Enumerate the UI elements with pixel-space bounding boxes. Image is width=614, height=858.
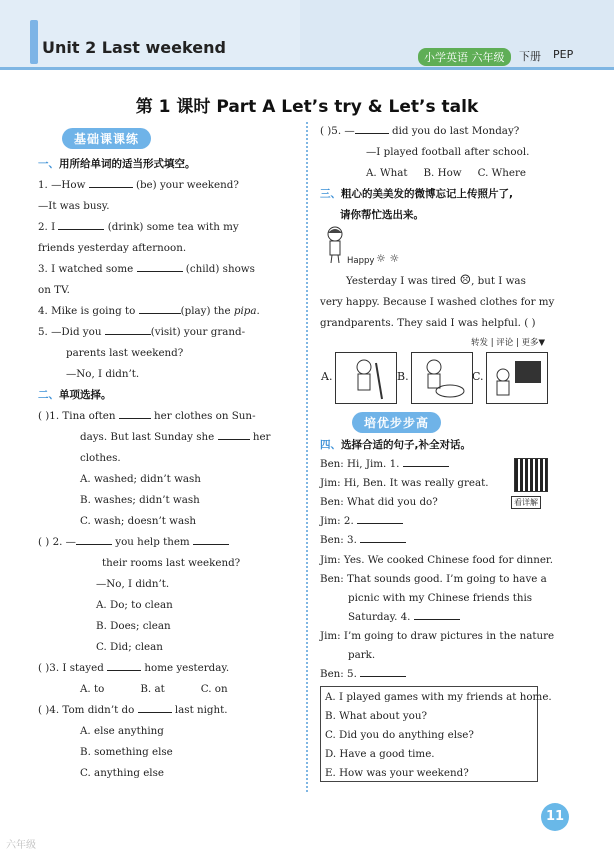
answer-blank[interactable] (355, 122, 389, 134)
s2-q2: ( ) 2. — you help them (38, 532, 300, 553)
s1-q1-reply: —It was busy. (38, 200, 110, 212)
option-d: D. Have a good time. (325, 748, 435, 760)
dialogue-line-7: Ben: That sounds good. I’m going to have a (320, 572, 547, 585)
dialogue-line-11: park. (348, 649, 376, 662)
qr-label: 看详解 (511, 496, 541, 509)
pic-label-b: B. (397, 370, 409, 383)
dialogue-line-10: Jim: I’m going to draw pictures in the nature (320, 629, 555, 642)
post-line-2: very happy. Because I washed clothes for my (320, 296, 555, 308)
s2-q1-option-b: B. washes; didn’t wash (80, 494, 200, 506)
dialogue-line-3: Ben: What did you do? (320, 496, 438, 509)
left-column (38, 154, 300, 784)
basic-practice-badge: 基础课课练 (62, 128, 151, 149)
post-line-3: grandparents. They said I was helpful. ( ) (320, 317, 536, 329)
s2-q4-option-b: B. something else (80, 746, 173, 758)
dialogue-line-5: Ben: 3. (320, 531, 552, 550)
advanced-practice-badge: 培优步步高 (352, 412, 441, 433)
answer-blank[interactable] (119, 407, 151, 419)
s2-q1-option-c: C. wash; doesn’t wash (80, 515, 197, 527)
picture-b-washing[interactable] (411, 352, 473, 404)
answer-blank[interactable] (357, 512, 403, 524)
picture-c-tv[interactable] (486, 352, 548, 404)
s2-q2-cont: their rooms last weekend? (102, 557, 241, 569)
answer-blank[interactable] (138, 701, 172, 713)
s1-q1: 1. —How (be) your weekend? (38, 175, 300, 196)
s2-q5-options: A. What B. How C. Where (366, 167, 526, 179)
answer-blank[interactable] (105, 323, 151, 335)
dialogue-line-12: Ben: 5. (320, 665, 552, 684)
s1-q3-cont: on TV. (38, 284, 70, 296)
girl-avatar (322, 224, 348, 264)
lesson-title: 第 1 课时 Part A Let’s try & Let’s talk (135, 97, 479, 117)
page-number: 11 (541, 803, 569, 831)
s1-q3: 3. I watched some (child) shows (38, 259, 300, 280)
column-divider (306, 122, 308, 792)
option-c: C. Did you do anything else? (325, 729, 474, 741)
s2-q1: ( )1. Tina often her clothes on Sun- (38, 406, 300, 427)
s2-q1-option-a: A. washed; didn’t wash (80, 473, 201, 485)
s2-q5-reply: —I played football after school. (366, 146, 530, 158)
section1-heading: 一、用所给单词的适当形式填空。 (38, 158, 196, 170)
weibo-post (320, 270, 555, 334)
options-box (320, 686, 552, 782)
s2-q1-cont: days. But last Sunday she her (38, 427, 300, 448)
section3-heading-cont: 请你帮忙选出来。 (340, 209, 424, 221)
answer-blank[interactable] (414, 608, 460, 620)
answer-blank[interactable] (89, 176, 133, 188)
answer-blank[interactable] (360, 531, 406, 543)
dialogue-line-2: Jim: Hi, Ben. It was really great. (320, 477, 489, 490)
option-b: B. What about you? (325, 710, 428, 722)
edition-label: PEP (553, 48, 574, 61)
sun-icon: ☼ ☼ (376, 252, 400, 265)
s1-q5-reply: —No, I didn’t. (66, 368, 140, 380)
unit-title: Unit 2 Last weekend (42, 38, 226, 57)
s1-q4: 4. Mike is going to (play) the pipa. (38, 301, 300, 322)
dialogue-line-9: Saturday. 4. (320, 608, 552, 627)
s2-q2-option-a: A. Do; to clean (96, 599, 173, 611)
section2-heading: 二、单项选择。 (38, 389, 112, 401)
header-accent-bar (30, 20, 38, 64)
dialogue-line-6: Jim: Yes. We cooked Chinese food for dinner. (320, 553, 553, 566)
s1-q5: 5. —Did you (visit) your grand- (38, 322, 300, 343)
answer-blank[interactable] (218, 428, 250, 440)
pic-label-c: C. (472, 370, 484, 383)
qr-code[interactable] (514, 458, 548, 492)
dialogue-line-4: Jim: 2. (320, 512, 552, 531)
pic-label-a: A. (321, 370, 333, 383)
s2-q5: ( )5. — did you do last Monday? (320, 121, 550, 142)
s1-q2: 2. I (drink) some tea with my (38, 217, 300, 238)
happy-label: Happy (347, 256, 375, 266)
s2-q3: ( )3. I stayed home yesterday. (38, 658, 300, 679)
picture-a-sweeping[interactable] (335, 352, 397, 404)
answer-blank[interactable] (137, 260, 183, 272)
dialogue-line-8: picnic with my Chinese friends this (348, 591, 533, 604)
answer-blank[interactable] (193, 533, 229, 545)
answer-blank[interactable] (360, 665, 406, 677)
s2-q4: ( )4. Tom didn’t do last night. (38, 700, 300, 721)
section4-heading: 四、选择合适的句子,补全对话。 (320, 439, 471, 451)
s2-q1-cont2: clothes. (80, 452, 121, 464)
header-stripe (0, 67, 614, 70)
s1-q2-cont: friends yesterday afternoon. (38, 242, 187, 254)
section3-heading: 三、粗心的美美发的微博忘记上传照片了, (320, 188, 513, 200)
s1-q5-cont: parents last weekend? (66, 347, 184, 359)
sad-face-icon: ☹ (459, 273, 472, 288)
s2-q4-option-a: A. else anything (80, 725, 164, 737)
grade-tag: 小学英语 六年级 (418, 48, 511, 66)
volume-label: 下册 (519, 50, 541, 63)
s2-q3-options: A. to B. at C. on (80, 683, 228, 695)
header-left-panel (0, 0, 300, 70)
answer-blank[interactable] (403, 455, 449, 467)
s2-q2-reply: —No, I didn’t. (96, 578, 170, 590)
s2-q2-option-c: C. Did; clean (96, 641, 163, 653)
dialogue-line-1: Ben: Hi, Jim. 1. (320, 455, 552, 474)
watermark: 六年级 (6, 840, 36, 851)
s2-q2-option-b: B. Does; clean (96, 620, 171, 632)
answer-blank[interactable] (139, 302, 181, 314)
answer-blank[interactable] (107, 659, 141, 671)
social-actions[interactable]: 转发 | 评论 | 更多▼ (471, 338, 546, 348)
option-a: A. I played games with my friends at home. (325, 691, 552, 703)
right-column-top (320, 121, 550, 226)
option-e: E. How was your weekend? (325, 767, 469, 779)
answer-blank[interactable] (58, 218, 104, 230)
post-line-1: Yesterday I was tired ☹, but I was (346, 273, 526, 288)
answer-blank[interactable] (76, 533, 112, 545)
s2-q4-option-c: C. anything else (80, 767, 164, 779)
